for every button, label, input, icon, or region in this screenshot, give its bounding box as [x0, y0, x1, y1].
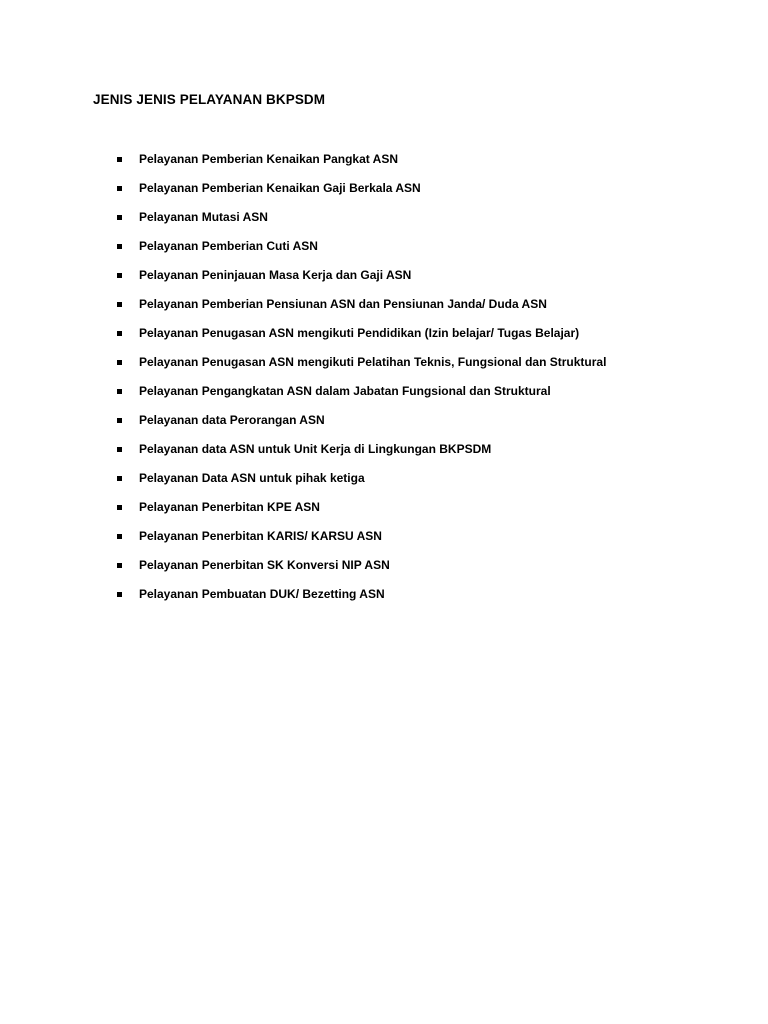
square-bullet-icon	[117, 476, 122, 481]
list-item	[0, 406, 768, 435]
list-item	[0, 232, 768, 261]
list-item-text: Pelayanan Pemberian Kenaikan Pangkat ASN	[139, 152, 398, 166]
list-item	[0, 174, 768, 203]
list-item	[0, 522, 768, 551]
list-item-text: Pelayanan data ASN untuk Unit Kerja di Lingkungan BKPSDM	[139, 442, 492, 456]
list-item	[0, 203, 768, 232]
list-item-text: Pelayanan Penerbitan SK Konversi NIP ASN	[139, 558, 390, 572]
square-bullet-icon	[117, 331, 122, 336]
square-bullet-icon	[117, 534, 122, 539]
square-bullet-icon	[117, 505, 122, 510]
list-item-text: Pelayanan Penugasan ASN mengikuti Pelatihan Teknis, Fungsional dan Struktural	[139, 355, 607, 369]
list-item	[0, 348, 768, 377]
list-item-text: Pelayanan Pemberian Kenaikan Gaji Berkala ASN	[139, 181, 421, 195]
list-item-text: Pelayanan Pembuatan DUK/ Bezetting ASN	[139, 587, 385, 601]
square-bullet-icon	[117, 157, 122, 162]
list-item-text: Pelayanan Pengangkatan ASN dalam Jabatan Fungsional dan Struktural	[139, 384, 551, 398]
square-bullet-icon	[117, 273, 122, 278]
list-item-text: Pelayanan Penerbitan KPE ASN	[139, 500, 320, 514]
square-bullet-icon	[117, 302, 122, 307]
square-bullet-icon	[117, 418, 122, 423]
page-title: JENIS JENIS PELAYANAN BKPSDM	[93, 92, 326, 107]
square-bullet-icon	[117, 563, 122, 568]
list-item	[0, 145, 768, 174]
square-bullet-icon	[117, 360, 122, 365]
service-list	[0, 145, 768, 609]
list-item	[0, 319, 768, 348]
list-item	[0, 551, 768, 580]
list-item-text: Pelayanan data Perorangan ASN	[139, 413, 325, 427]
square-bullet-icon	[117, 447, 122, 452]
square-bullet-icon	[117, 592, 122, 597]
list-item	[0, 493, 768, 522]
list-item-text: Pelayanan Pemberian Cuti ASN	[139, 239, 318, 253]
square-bullet-icon	[117, 186, 122, 191]
square-bullet-icon	[117, 389, 122, 394]
list-item	[0, 580, 768, 609]
list-item	[0, 261, 768, 290]
list-item	[0, 290, 768, 319]
list-item	[0, 377, 768, 406]
list-item	[0, 435, 768, 464]
list-item-text: Pelayanan Data ASN untuk pihak ketiga	[139, 471, 365, 485]
list-item-text: Pelayanan Mutasi ASN	[139, 210, 268, 224]
list-item	[0, 464, 768, 493]
list-item-text: Pelayanan Peninjauan Masa Kerja dan Gaji ASN	[139, 268, 412, 282]
list-item-text: Pelayanan Penugasan ASN mengikuti Pendidikan (Izin belajar/ Tugas Belajar)	[139, 326, 580, 340]
list-item-text: Pelayanan Penerbitan KARIS/ KARSU ASN	[139, 529, 382, 543]
list-item-text: Pelayanan Pemberian Pensiunan ASN dan Pensiunan Janda/ Duda ASN	[139, 297, 547, 311]
square-bullet-icon	[117, 215, 122, 220]
square-bullet-icon	[117, 244, 122, 249]
